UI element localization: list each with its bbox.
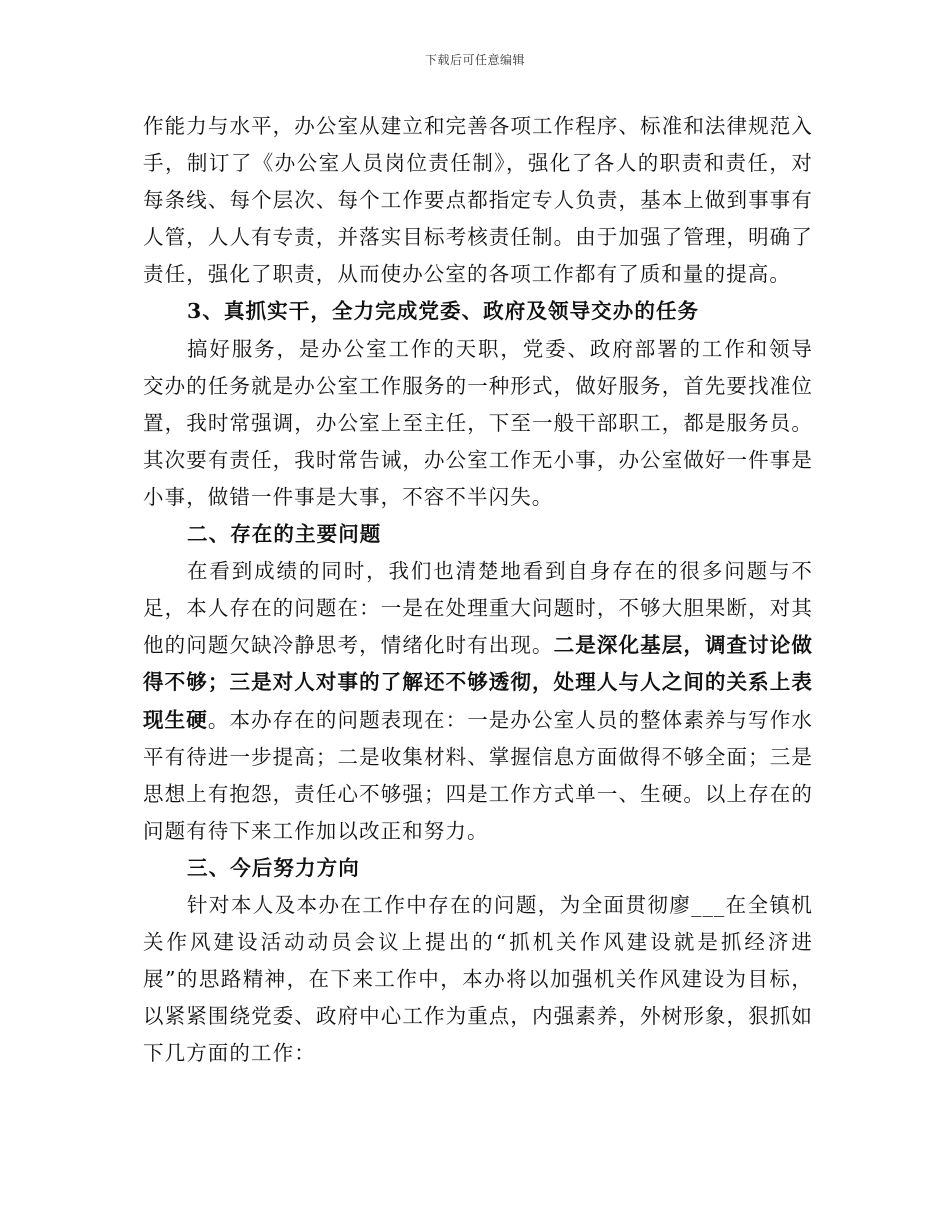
section-heading-direction: 三、今后努力方向 (187, 855, 360, 880)
paragraph-problems (143, 553, 813, 850)
paragraph-direction: 针对本人及本办在工作中存在的问题，为全面贯彻廖___在全镇机关作风建设活动动员会议上提出的“抓机关作风建设就是抓经济进展”的思路精神，在下来工作中，本办将以加强机关作风建设为目标，以紧紧围绕党委、政府中心工作为重点，内强素养，外树形象，狠抓如下几方面的工作： (143, 892, 813, 1066)
paragraph-continuation: 作能力与水平，办公室从建立和完善各项工作程序、标准和法律规范入手，制订了《办公室人员岗位责任制》，强化了各人的职责和责任，对每条线、每个层次、每个工作要点都指定专人负责，基本上做到事事有人管，人人有专责，并落实目标考核责任制。由于加强了管理，明确了责任，强化了职责，从而使办公室的各项工作都有了质和量的提高。 (143, 114, 813, 287)
section-heading-problems: 二、存在的主要问题 (187, 522, 382, 547)
problems-text-b: 。本办存在的问题表现在：一是办公室人员的整体素养与写作水平有待进一步提高；二是收集材料、掌握信息方面做得不够全面；三是思想上有抱怨，责任心不够强；四是工作方式单一、生硬。以上存在的问题有待下来工作加以改正和努力。 (143, 707, 813, 843)
document-body (143, 108, 813, 1072)
problems-text-a: 在看到成绩的同时，我们也清楚地看到自身存在的很多问题与不足，本人存在的问题在：一是在处理重大问题时，不够大胆果断，对其他的问题欠缺冷静思考，情绪化时有出现。 (143, 559, 813, 658)
paragraph-service: 搞好服务，是办公室工作的天职，党委、政府部署的工作和领导交办的任务就是办公室工作服务的一种形式，做好服务，首先要找准位置，我时常强调，办公室上至主任，下至一般干部职工，都是服务员。其次要有责任，我时常告诫，办公室工作无小事，办公室做好一件事是小事，做错一件事是大事，不容不半闪失。 (143, 336, 813, 509)
section-heading-3: 3、真抓实干，全力完成党委、政府及领导交办的任务 (187, 299, 700, 324)
page-header: 下载后可任意编辑 (424, 53, 525, 67)
problems-text-bold: 二是深化基层，调查讨论做得不够；三是对人对事的了解还不够透彻，处理人与人之间的关系上表现生硬 (143, 633, 813, 732)
